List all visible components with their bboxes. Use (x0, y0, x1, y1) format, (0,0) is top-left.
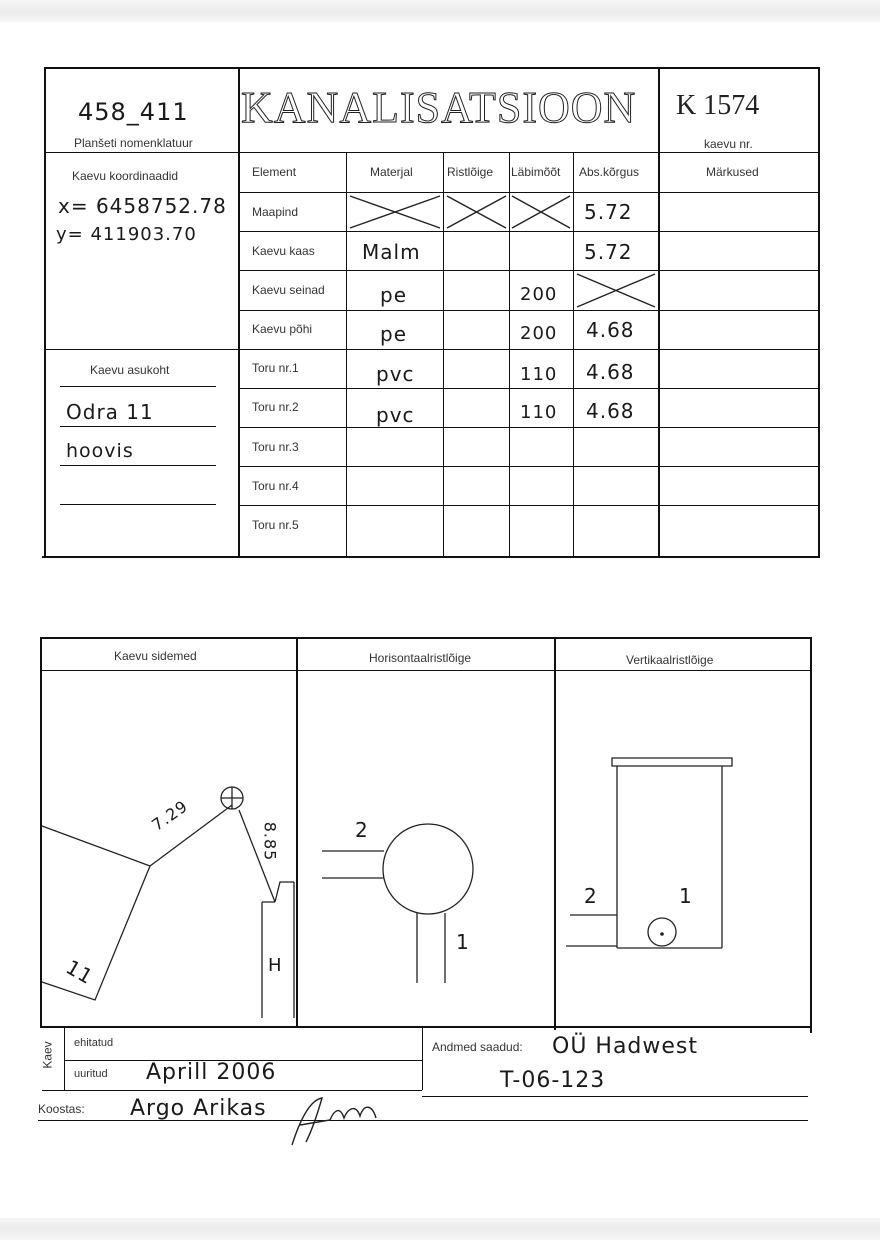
house-number-11: 11 (61, 954, 98, 990)
row-label: Kaevu kaas (252, 244, 315, 258)
h-pipe-label-2: 2 (355, 818, 369, 842)
form-title: KANALISATSIOON (241, 83, 637, 132)
col-header-element: Element (252, 165, 297, 179)
row-label: Kaevu põhi (252, 322, 313, 336)
footer-side-label: Kaev (40, 1041, 55, 1069)
location-caption: Kaevu asukoht (90, 363, 170, 377)
cell-abs-height: 4.68 (586, 318, 635, 342)
surveyed-value: Aprill 2006 (146, 1060, 277, 1085)
cell-diameter: 110 (520, 364, 558, 385)
cell-abs-height: 4.68 (586, 360, 635, 384)
cell-abs-height: 5.72 (584, 240, 633, 264)
scan-edge-top (0, 0, 880, 22)
data-source-reference: T-06-123 (500, 1068, 606, 1093)
coordinate-x: x= 6458752.78 (58, 194, 227, 218)
compiled-by-label: Koostas: (38, 1102, 85, 1116)
col-header-cross-section: Ristlõige (447, 165, 494, 179)
v-pipe-label-1: 1 (679, 884, 693, 908)
row-label: Toru nr.3 (252, 440, 299, 454)
row-label: Toru nr.2 (252, 400, 299, 414)
location-line-1: Odra 11 (66, 400, 154, 424)
data-source-company: OÜ Hadwest (552, 1034, 699, 1059)
well-number: K 1574 (676, 90, 760, 121)
horizontal-section-title: Horisontaalristlõige (369, 651, 472, 665)
well-number-caption: kaevu nr. (704, 137, 753, 151)
cell-diameter: 200 (520, 323, 558, 344)
row-label: Toru nr.5 (252, 518, 299, 532)
col-header-abs-height: Abs.kõrgus (579, 165, 640, 179)
cell-diameter: 200 (520, 284, 558, 305)
h-pipe-label-1: 1 (456, 930, 470, 954)
location-line-2: hoovis (66, 440, 134, 462)
data-source-label: Andmed saadud: (432, 1040, 523, 1054)
built-label: ehitatud (74, 1037, 114, 1049)
cell-material: Malm (362, 240, 421, 264)
row-label: Toru nr.4 (252, 479, 299, 493)
connection-length-2: 8.85 (260, 821, 280, 862)
row-label: Kaevu seinad (252, 283, 325, 297)
scan-edge-bottom (0, 1218, 880, 1240)
row-label: Maapind (252, 205, 299, 219)
cell-material: pvc (376, 403, 415, 427)
plansheet-number: 458_411 (78, 98, 189, 126)
cell-material: pe (380, 322, 407, 346)
cell-material: pvc (376, 362, 415, 386)
surveyed-label: uuritud (74, 1068, 108, 1080)
cell-abs-height: 4.68 (586, 399, 635, 423)
connection-length-1: 7.29 (148, 796, 192, 835)
coordinates-caption: Kaevu koordinaadid (72, 169, 179, 183)
col-header-diameter: Läbimõõt (511, 165, 561, 179)
cell-material: pe (380, 283, 407, 307)
vertical-section-title: Vertikaalristlõige (626, 653, 714, 667)
col-header-material: Materjal (370, 165, 413, 179)
plansheet-caption: Planšeti nomenklatuur (74, 136, 193, 150)
cell-diameter: 110 (520, 402, 558, 423)
connections-title: Kaevu sidemed (114, 649, 197, 663)
v-pipe-label-2: 2 (584, 884, 598, 908)
coordinate-y: y= 411903.70 (56, 224, 197, 245)
compiled-by-value: Argo Arikas (130, 1096, 267, 1121)
house-marker: H (268, 955, 283, 976)
cell-abs-height: 5.72 (584, 200, 633, 224)
row-label: Toru nr.1 (252, 361, 299, 375)
col-header-notes: Märkused (706, 165, 759, 179)
